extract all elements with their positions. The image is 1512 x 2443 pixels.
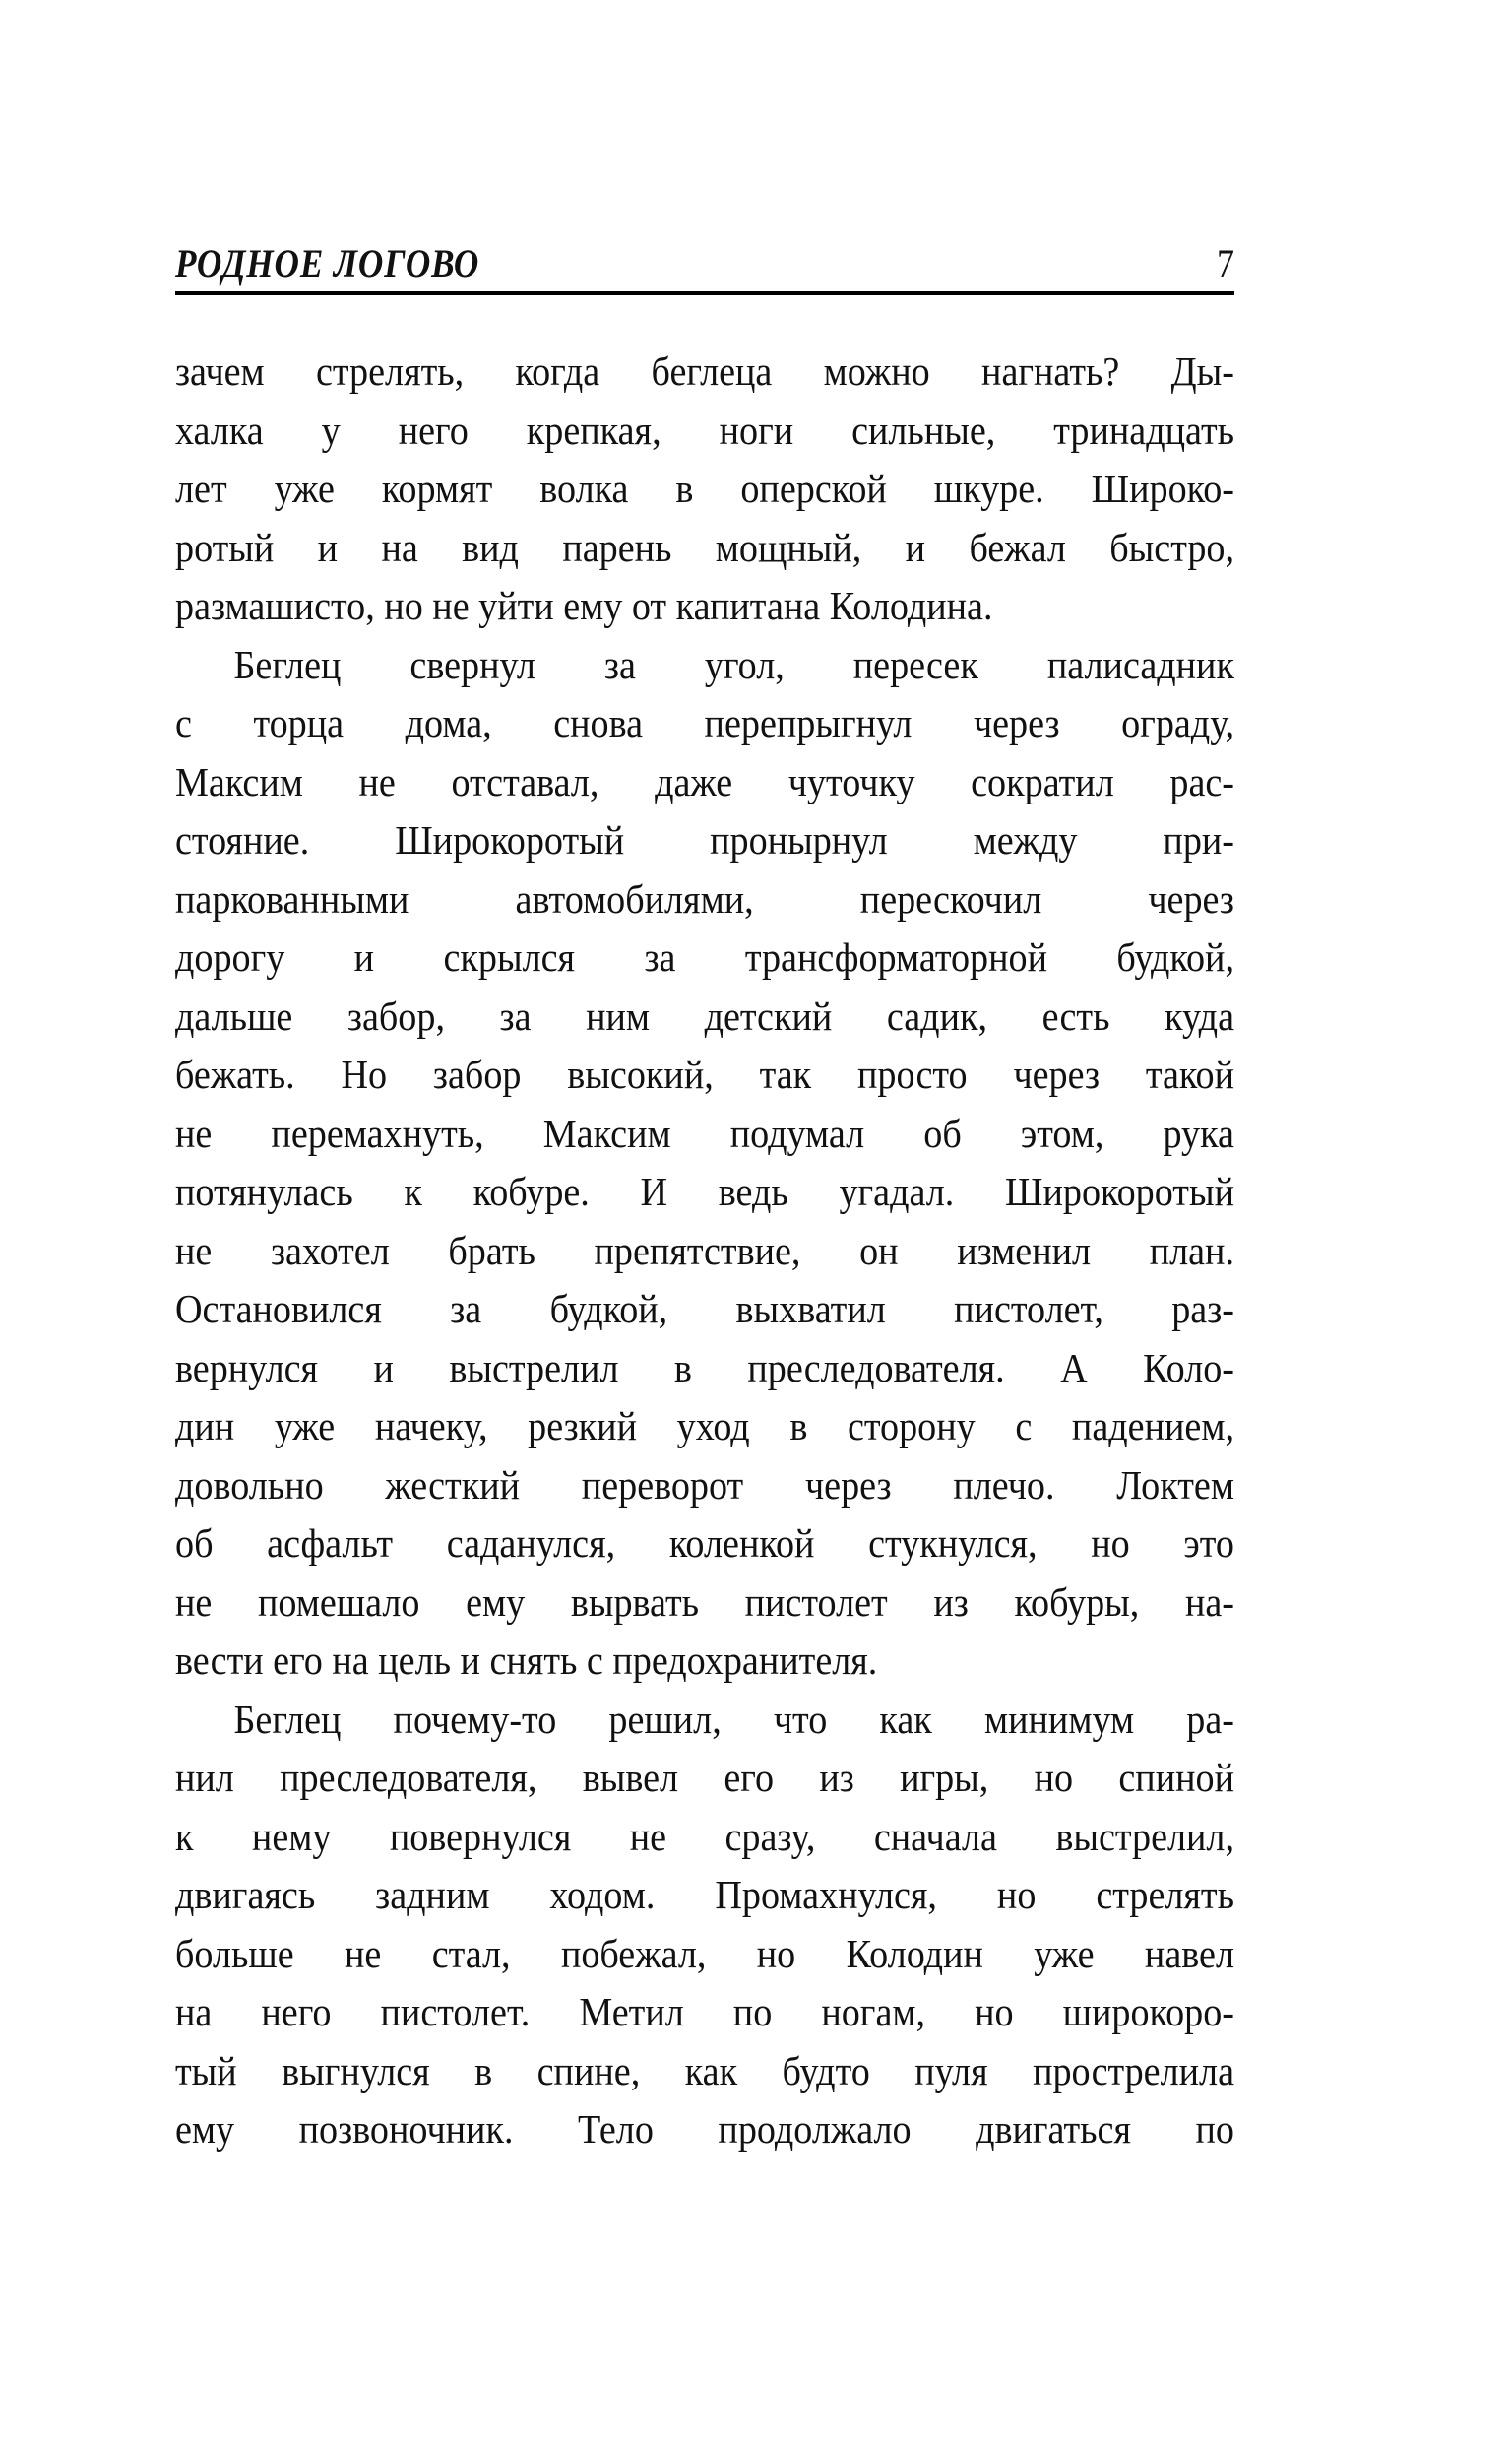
text-line: не помешало ему вырвать пистолет из кобуры, на- [175, 1578, 1234, 1625]
header-rule [175, 291, 1234, 295]
text-line: Беглец почему-то решил, что как минимум ра- [233, 1696, 1234, 1742]
text-line: двигаясь задним ходом. Промахнулся, но стрелять [175, 1872, 1234, 1917]
text-line: Максим не отставал, даже чуточку сократил рас- [175, 758, 1234, 804]
text-line: потянулась к кобуре. И ведь угадал. Широкоротый [175, 1169, 1234, 1214]
text-line: к нему повернулся не сразу, сначала выстрелил, [175, 1813, 1234, 1859]
text-line: не перемахнуть, Максим подумал об этом, рука [175, 1110, 1234, 1156]
paragraph-3 [175, 1691, 1234, 2159]
text-line: стояние. Широкоротый пронырнул между при- [175, 817, 1234, 863]
page-number: 7 [1217, 241, 1234, 286]
text-line: зачем стрелять, когда беглеца можно нагнать? Ды- [175, 349, 1234, 394]
text-line: размашисто, но не уйти ему от капитана Колодина. [175, 583, 993, 628]
text-line: лет уже кормят волка в оперской шкуре. Широко- [175, 466, 1234, 511]
text-line: вернулся и выстрелил в преследователя. А Коло- [175, 1344, 1234, 1390]
text-line: с торца дома, снова перепрыгнул через ограду, [175, 700, 1234, 745]
text-line: ему позвоночник. Тело продолжало двигаться по [175, 2106, 1234, 2152]
text-line: тый выгнулся в спине, как будто пуля прострелила [175, 2047, 1234, 2093]
text-line: бежать. Но забор высокий, так просто через такой [175, 1052, 1234, 1097]
text-line: нил преследователя, вывел его из игры, но спиной [175, 1755, 1234, 1800]
text-line: не захотел брать препятствие, он изменил план. [175, 1227, 1234, 1273]
paragraph-2 [175, 636, 1234, 1691]
text-line: Остановился за будкой, выхватил пистолет, раз- [175, 1286, 1234, 1331]
text-line: об асфальт саданулся, коленкой стукнулся, но это [175, 1520, 1234, 1566]
text-line: халка у него крепкая, ноги сильные, тринадцать [175, 407, 1234, 453]
text-line: Беглец свернул за угол, пересек палисадник [233, 641, 1234, 687]
text-line: ротый и на вид парень мощный, и бежал быстро, [175, 524, 1234, 570]
text-line: дин уже начеку, резкий уход в сторону с падением, [175, 1403, 1234, 1448]
text-line: вести его на цель и снять с предохранителя. [175, 1638, 878, 1683]
text-line: на него пистолет. Метил по ногам, но широкоро- [175, 1989, 1234, 2034]
body-text [175, 343, 1234, 2159]
text-line: паркованными автомобилями, перескочил через [175, 875, 1234, 922]
running-header [175, 228, 1234, 289]
paragraph-1 [175, 343, 1234, 636]
text-line: дорогу и скрылся за трансформаторной будкой, [175, 934, 1234, 980]
text-line: больше не стал, побежал, но Колодин уже навел [175, 1930, 1234, 1976]
running-title: РОДНОЕ ЛОГОВО [175, 241, 480, 286]
text-line: довольно жесткий переворот через плечо. Локтем [175, 1461, 1234, 1508]
book-page [175, 228, 1234, 2159]
text-line: дальше забор, за ним детский садик, есть куда [175, 993, 1234, 1039]
